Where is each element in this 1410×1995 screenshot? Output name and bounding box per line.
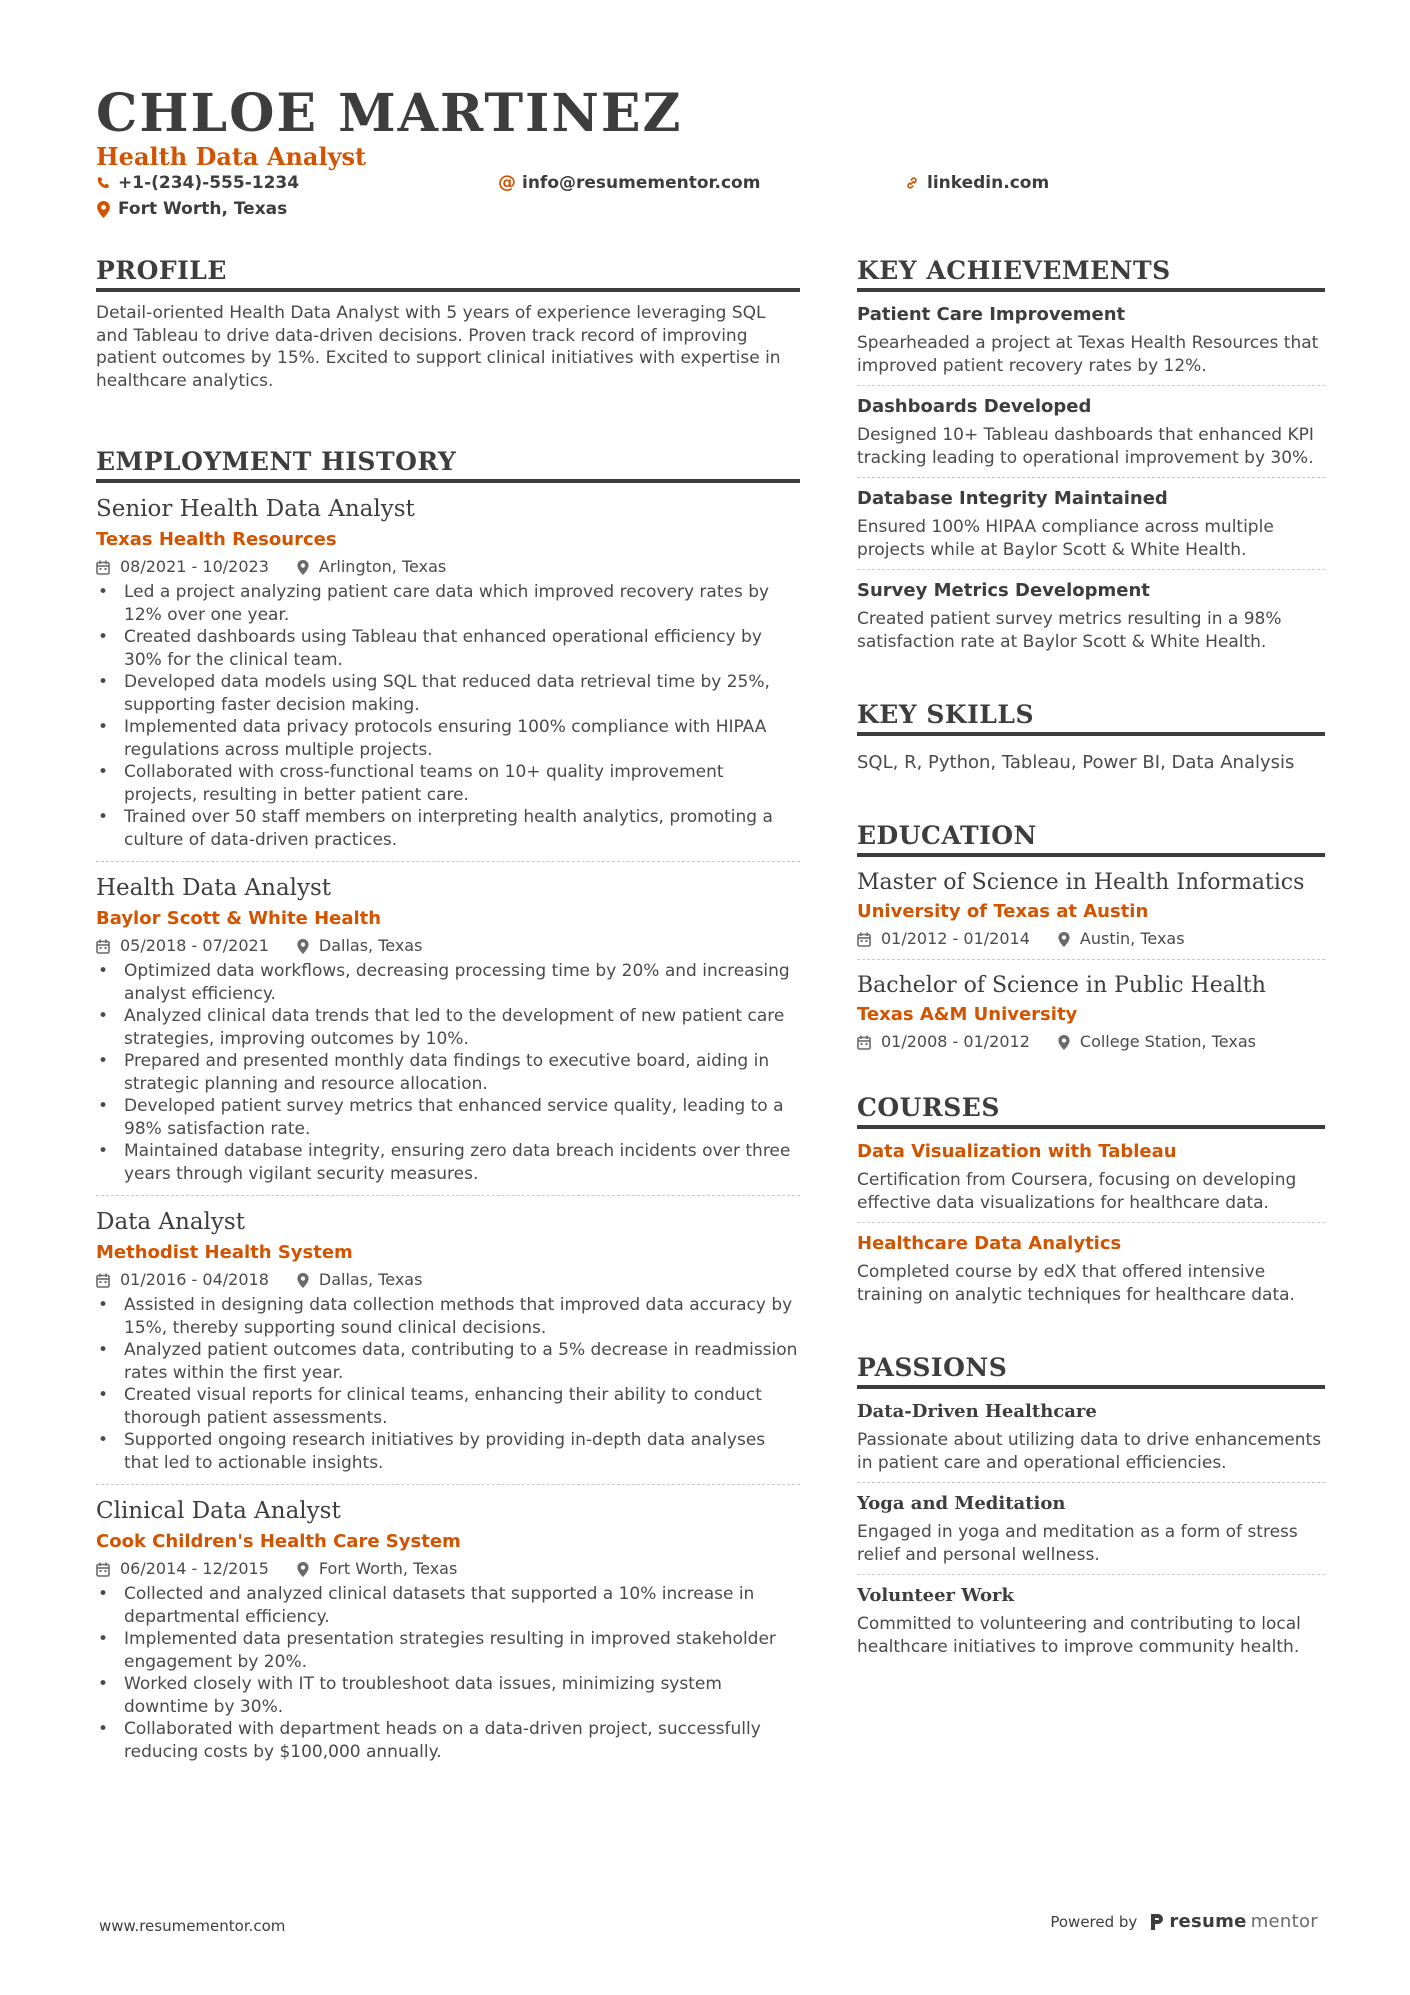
bullet-item: • Worked closely with IT to troubleshoot data issues, minimizing system downtime by 30%. <box>96 1673 800 1718</box>
link-icon <box>905 174 919 192</box>
candidate-name: CHLOE MARTINEZ <box>96 83 683 144</box>
job-title: Data Analyst <box>96 1209 245 1235</box>
bullet-list <box>96 960 800 1185</box>
education-section <box>857 820 1325 1062</box>
bullet-item: • Optimized data workflows, decreasing processing time by 20% and increasing analyst efficiency. <box>96 960 800 1005</box>
course-text: Completed course by edX that offered intensive training on analytic techniques for healthcare data. <box>857 1262 1295 1305</box>
bullet-item: • Collected and analyzed clinical datasets that supported a 10% increase in departmental efficiency. <box>96 1583 800 1628</box>
course-list <box>857 1139 1325 1314</box>
brand-logo[interactable] <box>1149 1911 1318 1932</box>
achievement-item <box>857 486 1325 570</box>
job-title: Health Data Analyst <box>96 875 332 901</box>
passions-heading: PASSIONS <box>857 1352 1325 1389</box>
date-range <box>857 927 1030 951</box>
achievement-list <box>857 302 1325 661</box>
achievement-item <box>857 302 1325 386</box>
bullet-item: • Trained over 50 staff members on interpreting health analytics, promoting a culture of data-driven practices. <box>96 806 800 851</box>
bullet-list <box>96 581 800 851</box>
map-pin-icon <box>297 560 309 575</box>
contact-email[interactable] <box>500 172 760 194</box>
location-text: Dallas, Texas <box>318 1270 423 1289</box>
contact-location <box>96 198 287 220</box>
bullet-item: • Maintained database integrity, ensuring zero data breach incidents over three years through vigilant security measures. <box>96 1140 800 1185</box>
right-column <box>857 255 1325 1710</box>
achievements-heading: KEY ACHIEVEMENTS <box>857 255 1325 292</box>
achievement-title: Patient Care Improvement <box>857 304 1126 325</box>
bullet-item: • Analyzed clinical data trends that led to the development of new patient care strategies, improving outcomes by 10%. <box>96 1005 800 1050</box>
location <box>1058 1030 1256 1054</box>
employment-heading: EMPLOYMENT HISTORY <box>96 446 800 483</box>
degree: Bachelor of Science in Public Health <box>857 973 1266 998</box>
location <box>297 1557 457 1581</box>
achievement-item <box>857 394 1325 478</box>
company-name: Baylor Scott & White Health <box>96 908 382 929</box>
date-text: 08/2021 - 10/2023 <box>120 557 269 576</box>
email-text[interactable]: info@resumementor.com <box>522 173 761 193</box>
job-title: Senior Health Data Analyst <box>96 496 415 522</box>
linkedin-text[interactable]: linkedin.com <box>927 173 1050 193</box>
date-range <box>857 1030 1030 1054</box>
date-text: 01/2016 - 04/2018 <box>120 1270 269 1289</box>
date-range <box>96 1557 269 1581</box>
calendar-icon <box>857 932 871 947</box>
company-name: Texas Health Resources <box>96 529 337 550</box>
job-entry <box>96 1206 800 1485</box>
calendar-icon <box>96 560 110 575</box>
course-item <box>857 1139 1325 1223</box>
bullet-item: • Analyzed patient outcomes data, contributing to a 5% decrease in readmission rates within the first year. <box>96 1339 800 1384</box>
location-text: Arlington, Texas <box>318 557 447 576</box>
date-text: 01/2008 - 01/2012 <box>881 1032 1030 1051</box>
calendar-icon <box>857 1035 871 1050</box>
skills-text: SQL, R, Python, Tableau, Power BI, Data Analysis <box>857 752 1295 773</box>
date-range <box>96 934 269 958</box>
bullet-item: • Created visual reports for clinical teams, enhancing their ability to conduct thorough patient assessments. <box>96 1384 800 1429</box>
left-column <box>96 255 800 1817</box>
date-text: 05/2018 - 07/2021 <box>120 936 269 955</box>
passions-section <box>857 1352 1325 1666</box>
job-list <box>96 493 800 1773</box>
map-pin-icon <box>297 1273 309 1288</box>
passion-text: Committed to volunteering and contributing to local healthcare initiatives to improve community health. <box>857 1614 1301 1657</box>
course-text: Certification from Coursera, focusing on developing effective data visualizations for healthcare data. <box>857 1170 1297 1213</box>
school-name: Texas A&M University <box>857 1004 1078 1025</box>
map-pin-icon <box>1058 932 1070 947</box>
passion-title: Volunteer Work <box>857 1585 1015 1606</box>
passion-title: Data-Driven Healthcare <box>857 1401 1097 1422</box>
date-text: 06/2014 - 12/2015 <box>120 1559 269 1578</box>
achievement-text: Designed 10+ Tableau dashboards that enhanced KPI tracking leading to operational improvement by 30%. <box>857 425 1314 468</box>
date-range <box>96 555 269 579</box>
passion-title: Yoga and Meditation <box>857 1493 1066 1514</box>
calendar-icon <box>96 939 110 954</box>
location-text: Fort Worth, Texas <box>118 199 288 219</box>
at-icon: @ <box>498 172 516 193</box>
employment-section <box>96 446 800 1773</box>
phone-text: +1-(234)-555-1234 <box>118 173 300 193</box>
achievement-title: Database Integrity Maintained <box>857 488 1168 509</box>
profile-text: Detail-oriented Health Data Analyst with 5 years of experience leveraging SQL and Tableau to drive data-driven decisions. Proven track record of improving patient outcomes by 15%. Excited to support clinical initiatives with expertise in healthcare analytics. <box>96 303 781 391</box>
date-location-row <box>857 927 1325 951</box>
courses-section <box>857 1092 1325 1314</box>
achievement-item <box>857 578 1325 661</box>
brand-mark-icon <box>1149 1912 1165 1932</box>
passion-list <box>857 1399 1325 1666</box>
calendar-icon <box>96 1562 110 1577</box>
phone-icon <box>96 174 110 192</box>
degree: Master of Science in Health Informatics <box>857 870 1305 895</box>
education-item <box>857 867 1325 960</box>
contact-linkedin[interactable] <box>905 172 1049 194</box>
calendar-icon <box>96 1273 110 1288</box>
bullet-item: • Led a project analyzing patient care data which improved recovery rates by 12% over one year. <box>96 581 800 626</box>
skills-section <box>857 699 1325 776</box>
location <box>297 934 423 958</box>
job-entry <box>96 872 800 1196</box>
bullet-item: • Implemented data presentation strategies resulting in improved stakeholder engagement by 20%. <box>96 1628 800 1673</box>
powered-by-label: Powered by <box>1050 1912 1138 1931</box>
date-location-row <box>96 934 800 958</box>
map-pin-icon <box>1058 1035 1070 1050</box>
date-range <box>96 1268 269 1292</box>
achievement-text: Spearheaded a project at Texas Health Resources that improved patient recovery rates by 12%. <box>857 333 1319 376</box>
bullet-list <box>96 1294 800 1474</box>
bullet-item: • Assisted in designing data collection methods that improved data accuracy by 15%, thereby supporting sound clinical decisions. <box>96 1294 800 1339</box>
bullet-item: • Collaborated with department heads on a data-driven project, successfully reducing costs by $100,000 annually. <box>96 1718 800 1763</box>
passion-item <box>857 1491 1325 1575</box>
profile-section <box>96 255 800 392</box>
candidate-title: Health Data Analyst <box>96 142 367 171</box>
course-title: Data Visualization with Tableau <box>857 1141 1177 1162</box>
achievement-text: Ensured 100% HIPAA compliance across multiple projects while at Baylor Scott & White Health. <box>857 517 1274 560</box>
achievement-title: Survey Metrics Development <box>857 580 1150 601</box>
location <box>297 1268 423 1292</box>
course-item <box>857 1231 1325 1314</box>
skills-heading: KEY SKILLS <box>857 699 1325 736</box>
date-text: 01/2012 - 01/2014 <box>881 929 1030 948</box>
achievement-title: Dashboards Developed <box>857 396 1092 417</box>
bullet-item: • Prepared and presented monthly data findings to executive board, aiding in strategic planning and resource allocation. <box>96 1050 800 1095</box>
profile-heading: PROFILE <box>96 255 800 292</box>
achievements-section <box>857 255 1325 661</box>
date-location-row <box>96 1557 800 1581</box>
location-text: College Station, Texas <box>1079 1032 1256 1051</box>
bullet-item: • Developed patient survey metrics that enhanced service quality, leading to a 98% satisfaction rate. <box>96 1095 800 1140</box>
education-list <box>857 867 1325 1062</box>
footer-brand <box>1050 1911 1318 1932</box>
job-entry <box>96 1495 800 1773</box>
education-heading: EDUCATION <box>857 820 1325 857</box>
bullet-item: • Supported ongoing research initiatives by providing in-depth data analyses that led to actionable insights. <box>96 1429 800 1474</box>
bullet-item: • Created dashboards using Tableau that enhanced operational efficiency by 30% for the clinical team. <box>96 626 800 671</box>
location-text: Fort Worth, Texas <box>318 1559 458 1578</box>
date-location-row <box>96 1268 800 1292</box>
date-location-row <box>857 1030 1325 1054</box>
passion-text: Engaged in yoga and meditation as a form of stress relief and personal wellness. <box>857 1522 1298 1565</box>
brand-light: mentor <box>1250 1911 1318 1932</box>
passion-item <box>857 1399 1325 1483</box>
bullet-item: • Collaborated with cross-functional teams on 10+ quality improvement projects, resulting in better patient care. <box>96 761 800 806</box>
location-text: Austin, Texas <box>1079 929 1185 948</box>
passion-text: Passionate about utilizing data to drive enhancements in patient care and operational efficiencies. <box>857 1430 1322 1473</box>
map-pin-icon <box>297 1562 309 1577</box>
course-title: Healthcare Data Analytics <box>857 1233 1122 1254</box>
bullet-item: • Developed data models using SQL that reduced data retrieval time by 25%, supporting faster decision making. <box>96 671 800 716</box>
company-name: Methodist Health System <box>96 1242 353 1263</box>
job-entry <box>96 493 800 862</box>
footer-website[interactable]: www.resumementor.com <box>99 1917 286 1935</box>
map-pin-icon <box>96 200 110 218</box>
map-pin-icon <box>297 939 309 954</box>
job-title: Clinical Data Analyst <box>96 1498 341 1524</box>
achievement-text: Created patient survey metrics resulting in a 98% satisfaction rate at Baylor Scott & White Health. <box>857 609 1282 652</box>
company-name: Cook Children's Health Care System <box>96 1531 461 1552</box>
bullet-list <box>96 1583 800 1763</box>
passion-item <box>857 1583 1325 1666</box>
location <box>1058 927 1185 951</box>
education-item <box>857 970 1325 1062</box>
brand-bold: resume <box>1169 1911 1247 1932</box>
date-location-row <box>96 555 800 579</box>
location <box>297 555 446 579</box>
contact-phone <box>96 172 299 194</box>
location-text: Dallas, Texas <box>318 936 423 955</box>
courses-heading: COURSES <box>857 1092 1325 1129</box>
bullet-item: • Implemented data privacy protocols ensuring 100% compliance with HIPAA regulations across multiple projects. <box>96 716 800 761</box>
school-name: University of Texas at Austin <box>857 901 1149 922</box>
